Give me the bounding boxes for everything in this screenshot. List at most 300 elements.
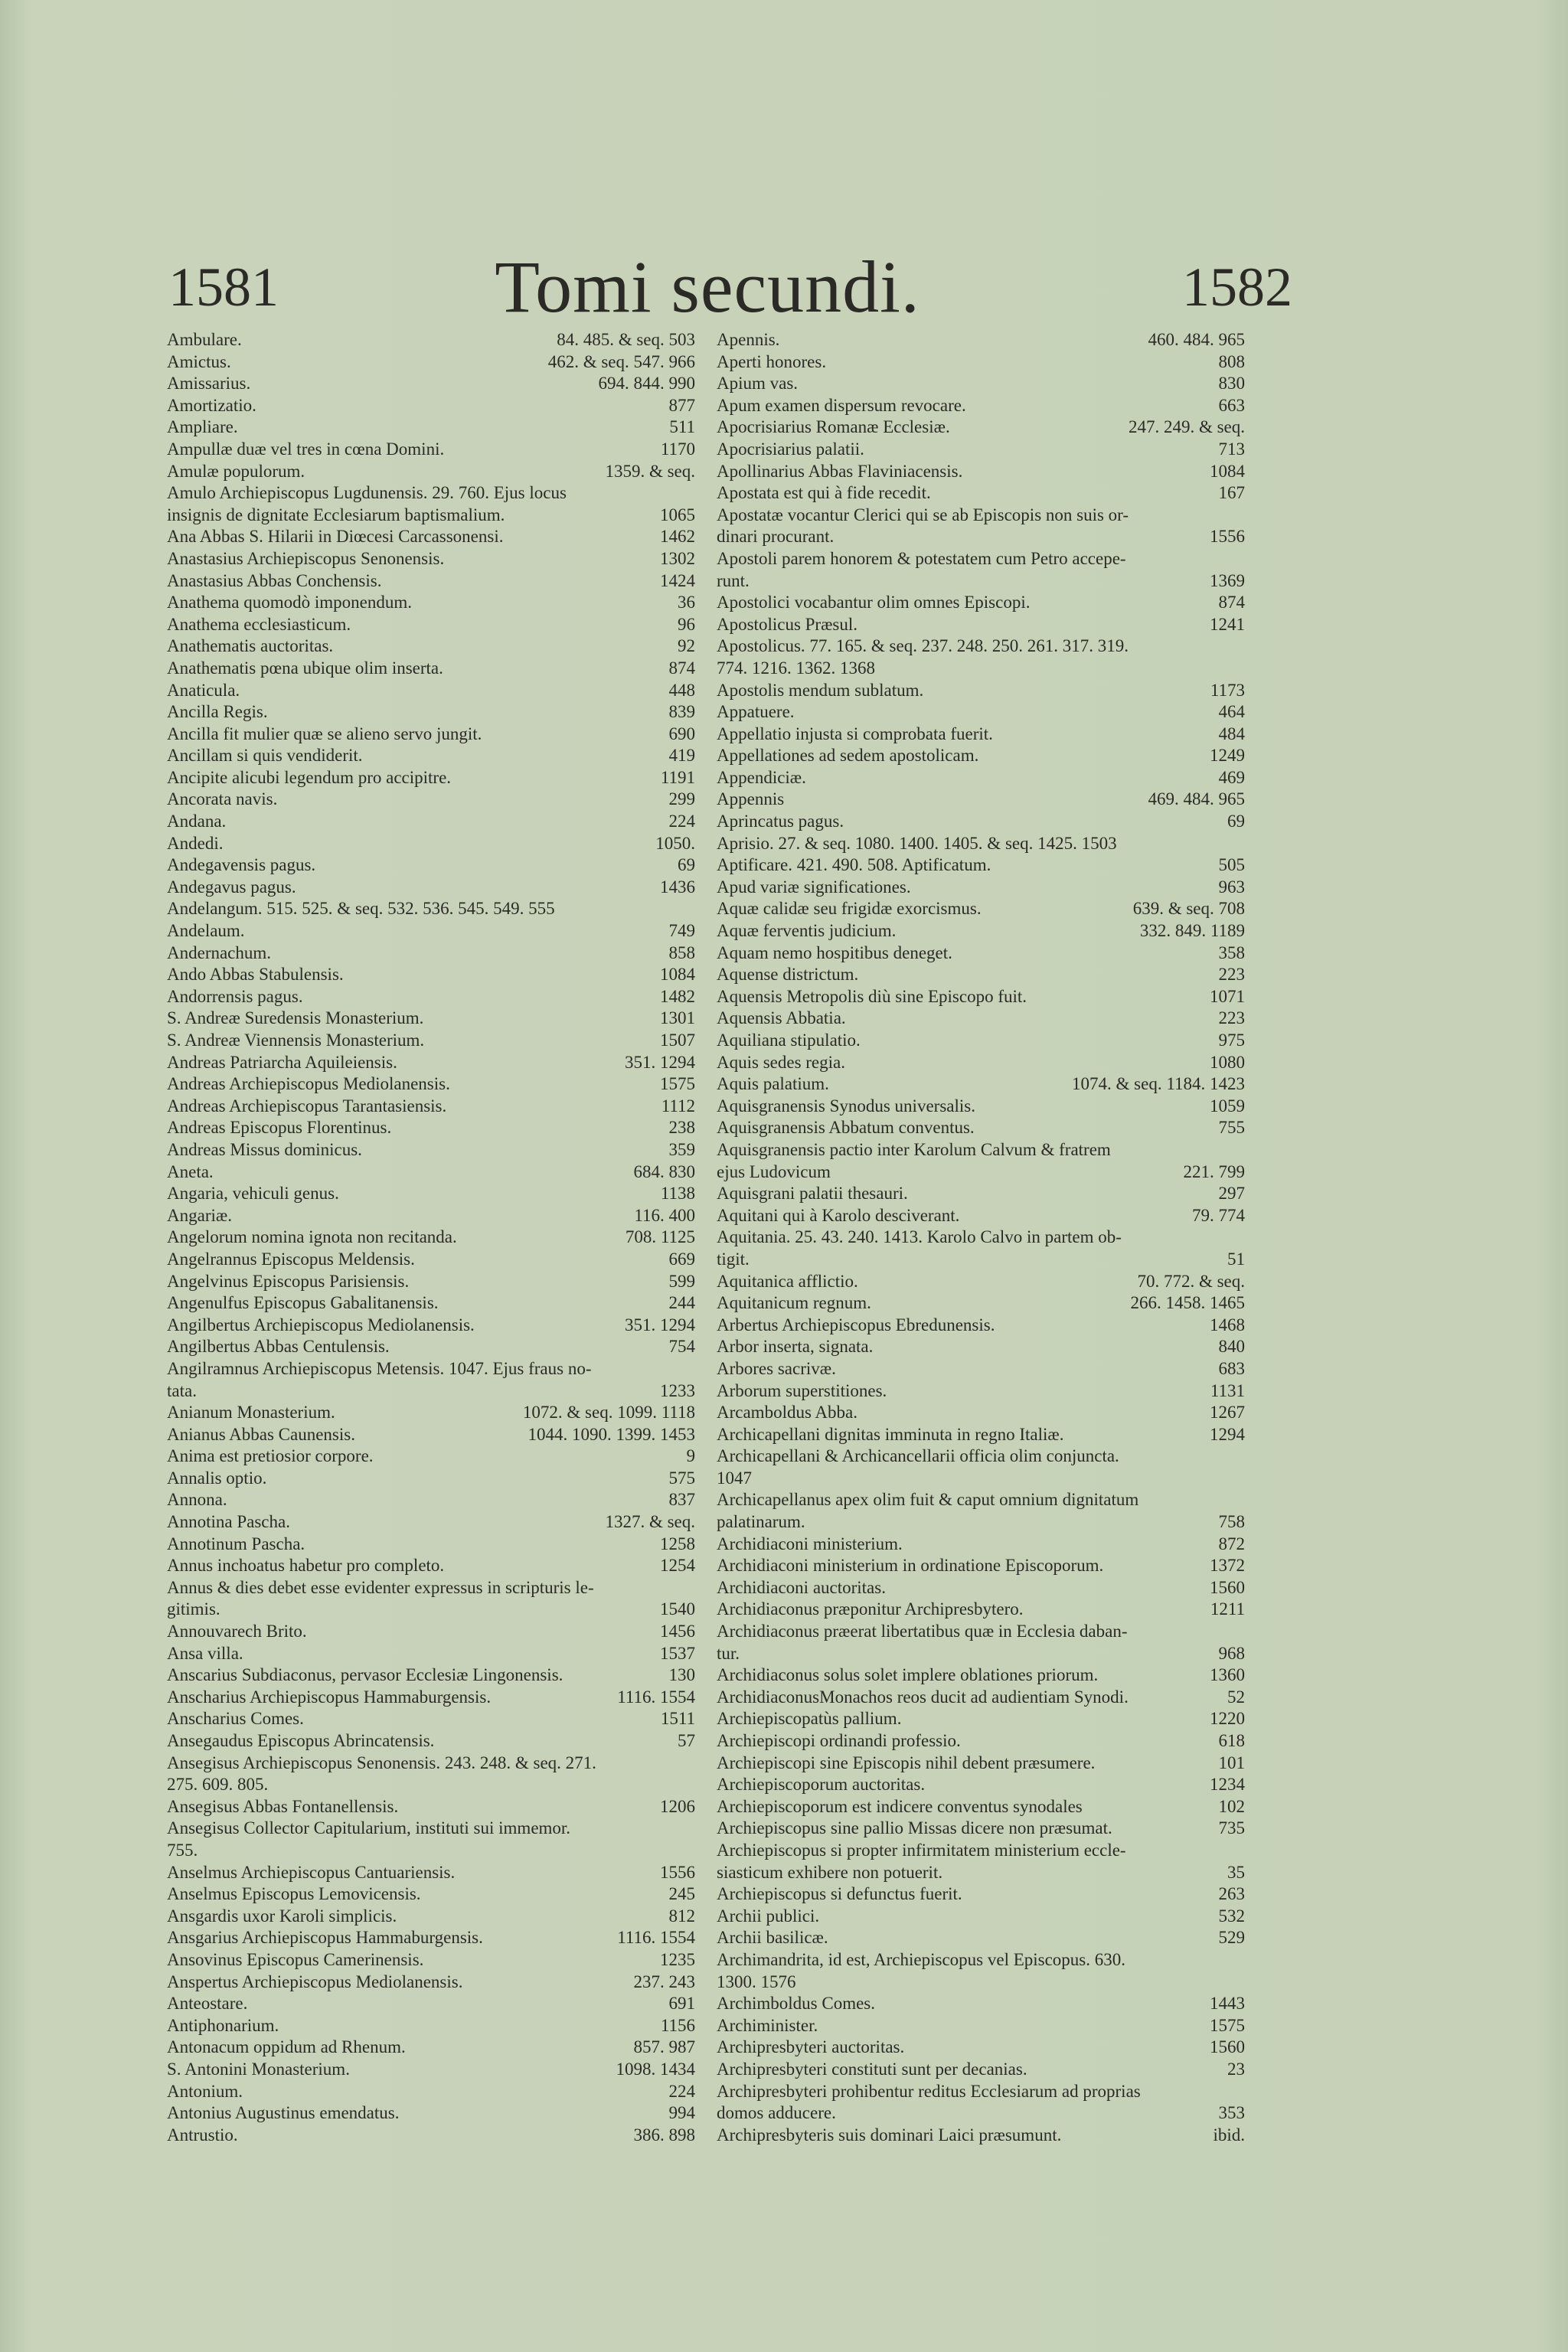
index-page-refs: 669: [668, 1249, 695, 1269]
index-entry: [167, 1336, 695, 1358]
index-entry: [167, 329, 695, 351]
index-entry: [717, 1336, 1245, 1358]
index-entry: [167, 1402, 695, 1424]
index-page-refs: 223: [1218, 1008, 1245, 1028]
index-page-refs: 1173: [1210, 680, 1245, 700]
index-entry: [717, 1227, 1245, 1249]
index-page-refs: 1059: [1210, 1096, 1245, 1116]
index-term: Angaria, vehiculi genus.: [167, 1184, 339, 1204]
index-entry: [717, 439, 1245, 461]
index-entry: [717, 1534, 1245, 1556]
index-page-refs: 1170: [660, 439, 695, 459]
index-term: Amulo Archiepiscopus Lugdunensis. 29. 760. Ejus locus: [167, 483, 567, 503]
index-page-refs: 837: [668, 1490, 695, 1510]
index-entry: [167, 811, 695, 833]
right-index-column: [717, 329, 1245, 2146]
index-page-refs: 683: [1218, 1358, 1245, 1378]
index-entry: [167, 1883, 695, 1906]
index-term: Arborum superstitiones.: [717, 1380, 887, 1400]
index-term: Aprincatus pagus.: [717, 812, 844, 831]
index-entry: [167, 680, 695, 702]
index-entry: [717, 548, 1245, 570]
index-page-refs: 130: [668, 1665, 695, 1685]
index-entry: [167, 1753, 695, 1775]
index-page-refs: 238: [668, 1118, 695, 1138]
index-entry: [167, 701, 695, 724]
index-page-refs: 70. 772. & seq.: [1137, 1271, 1245, 1291]
index-entry: [167, 877, 695, 899]
index-page-refs: 1436: [660, 877, 695, 897]
index-term: Apium vas.: [717, 374, 799, 394]
index-page-refs: 332. 849. 1189: [1139, 921, 1245, 941]
index-entry: [717, 877, 1245, 899]
index-term: Aquitania. 25. 43. 240. 1413. Karolo Calvo in partem ob-: [717, 1227, 1122, 1247]
index-entry: [717, 724, 1245, 746]
index-page-refs: 92: [678, 636, 695, 656]
index-page-refs: 684. 830: [633, 1161, 695, 1181]
index-page-refs: 297: [1218, 1184, 1245, 1204]
index-entry: [167, 854, 695, 877]
index-page-refs: 1302: [660, 548, 695, 568]
index-page-refs: 1241: [1210, 614, 1245, 634]
index-entry: [717, 1796, 1245, 1818]
index-page-refs: 460. 484. 965: [1148, 330, 1245, 349]
index-term: Antrustio.: [167, 2125, 238, 2145]
index-term: Ancorata navis.: [167, 789, 278, 809]
index-term: Archicapellani & Archicancellarii officia olim conjuncta.: [717, 1446, 1119, 1466]
index-term: Annalis optio.: [167, 1468, 267, 1488]
index-page-refs: 1575: [1210, 2015, 1245, 2035]
index-page-refs: 975: [1218, 1031, 1245, 1050]
index-page-refs: 1258: [660, 1534, 695, 1553]
index-entry: [167, 1862, 695, 1884]
index-term: Apostolicus. 77. 165. & seq. 237. 248. 250. 261. 317. 319.: [717, 636, 1129, 656]
index-term: Ana Abbas S. Hilarii in Diœcesi Carcassonensi.: [167, 527, 504, 547]
index-entry: [167, 1555, 695, 1577]
index-page-refs: 221. 799: [1183, 1161, 1245, 1181]
index-page-refs: 618: [1218, 1731, 1245, 1750]
index-term: Annouvarech Brito.: [167, 1622, 307, 1642]
index-entry: [167, 1796, 695, 1818]
index-page-refs: 245: [668, 1884, 695, 1904]
index-entry: [167, 1687, 695, 1709]
index-term: Antonium.: [167, 2081, 243, 2101]
index-entry: [717, 1139, 1245, 1161]
index-entry: [167, 635, 695, 658]
index-entry: [717, 1753, 1245, 1775]
index-entry: [717, 1599, 1245, 1621]
index-page-refs: 359: [668, 1139, 695, 1159]
index-entry: [717, 395, 1245, 417]
index-page-refs: 223: [1218, 965, 1245, 985]
index-entry: [717, 964, 1245, 986]
left-page-number: 1581: [168, 256, 279, 318]
index-term: Anathema quomodò imponendum.: [167, 593, 413, 612]
index-page-refs: 1369: [1210, 570, 1245, 590]
index-page-refs: 1065: [660, 505, 695, 524]
index-entry: [717, 1862, 1245, 1884]
index-entry: [717, 635, 1245, 658]
index-entry: [717, 373, 1245, 395]
index-term: Apum examen dispersum revocare.: [717, 395, 966, 415]
index-page-refs: 1360: [1210, 1665, 1245, 1685]
left-index-column: [167, 329, 695, 2146]
index-entry: [717, 789, 1245, 811]
index-term: Aquæ ferventis judicium.: [717, 921, 897, 941]
index-term: Andorrensis pagus.: [167, 986, 303, 1006]
index-page-refs: ibid.: [1213, 2125, 1245, 2145]
index-term: Archimandrita, id est, Archiepiscopus vel Episcopus. 630.: [717, 1949, 1126, 1969]
index-page-refs: 1443: [1210, 1994, 1245, 2014]
index-term: Antonius Augustinus emendatus.: [167, 2103, 400, 2123]
index-entry: [717, 1073, 1245, 1096]
index-term: Archiepiscopus sine pallio Missas dicere non præsumat.: [717, 1818, 1112, 1838]
index-entry: [167, 1424, 695, 1446]
index-term: Archiepiscopus si propter infirmitatem ministerium eccle-: [717, 1840, 1126, 1860]
index-term: Apostolici vocabantur olim omnes Episcopi.: [717, 593, 1031, 612]
index-entry: [717, 680, 1245, 702]
index-term: Aquiliana stipulatio.: [717, 1031, 861, 1050]
index-page-refs: 237. 243: [633, 1971, 695, 1991]
index-entry: [717, 2081, 1245, 2103]
index-page-refs: 754: [668, 1337, 695, 1357]
index-page-refs: 1206: [660, 1796, 695, 1816]
index-page-refs: 167: [1218, 483, 1245, 503]
index-page-refs: 484: [1218, 724, 1245, 743]
index-term: S. Andreæ Suredensis Monasterium.: [167, 1008, 424, 1028]
index-page-refs: 857. 987: [633, 2037, 695, 2057]
index-entry: [717, 1030, 1245, 1052]
index-term: Apostolicus Præsul.: [717, 614, 858, 634]
index-entry: [167, 1730, 695, 1753]
index-page-refs: 1537: [660, 1643, 695, 1663]
index-term: Aquensis Abbatia.: [717, 1008, 846, 1028]
index-entry: [167, 1489, 695, 1511]
index-entry: [717, 1643, 1245, 1665]
index-term: tigit.: [717, 1249, 750, 1269]
index-page-refs: 1462: [660, 527, 695, 547]
right-page-number: 1582: [1182, 256, 1292, 318]
index-page-refs: 874: [1218, 593, 1245, 612]
index-entry: [717, 898, 1245, 920]
index-page-refs: 529: [1218, 1928, 1245, 1948]
index-page-refs: 1116. 1554: [617, 1928, 695, 1948]
index-entry: [717, 2015, 1245, 2037]
index-term: Annus inchoatus habetur pro completo.: [167, 1556, 445, 1576]
index-entry: [167, 482, 695, 505]
index-page-refs: 505: [1218, 855, 1245, 875]
index-page-refs: 1560: [1210, 1577, 1245, 1597]
index-entry: [717, 1117, 1245, 1139]
index-page-refs: 830: [1218, 374, 1245, 394]
index-term: Amortizatio.: [167, 395, 256, 415]
index-term: Antiphonarium.: [167, 2015, 279, 2035]
index-entry: [717, 1840, 1245, 1862]
index-page-refs: 69: [678, 855, 695, 875]
index-page-refs: 51: [1227, 1249, 1245, 1269]
index-page-refs: 968: [1218, 1643, 1245, 1663]
index-page-refs: 351. 1294: [625, 1052, 695, 1072]
index-page-refs: 874: [668, 658, 695, 678]
index-entry: [167, 1358, 695, 1380]
index-term: Apostolis mendum sublatum.: [717, 680, 924, 700]
index-page-refs: 224: [668, 812, 695, 831]
index-page-refs: 1156: [660, 2015, 695, 2035]
index-entry: [167, 1205, 695, 1227]
index-term: Apostoli parem honorem & potestatem cum Petro accepe-: [717, 548, 1126, 568]
index-term: Ancilla fit mulier quæ se alieno servo jungit.: [167, 724, 482, 743]
index-entry: [717, 854, 1245, 877]
index-page-refs: 266. 1458. 1465: [1130, 1293, 1245, 1313]
index-page-refs: 1074. & seq. 1184. 1423: [1072, 1074, 1245, 1094]
index-entry: [717, 811, 1245, 833]
index-page-refs: 877: [668, 395, 695, 415]
index-page-refs: 755: [1218, 1118, 1245, 1138]
index-entry: [717, 1664, 1245, 1687]
index-term: Anianus Abbas Caunensis.: [167, 1424, 355, 1444]
index-entry: [717, 986, 1245, 1008]
index-entry: [717, 767, 1245, 789]
index-term: Ansegisus Collector Capitularium, instituti sui immemor.: [167, 1818, 571, 1838]
index-term: Amissarius.: [167, 374, 251, 394]
index-page-refs: 735: [1218, 1818, 1245, 1838]
index-term: Andana.: [167, 812, 227, 831]
index-term: Anathematis pœna ubique olim inserta.: [167, 658, 443, 678]
index-page-refs: 116. 400: [634, 1205, 695, 1225]
index-term: Anathema ecclesiasticum.: [167, 614, 351, 634]
index-entry: [717, 482, 1245, 505]
index-entry: [717, 614, 1245, 636]
index-term: Andreas Archiepiscopus Tarantasiensis.: [167, 1096, 447, 1116]
index-term: Archicapellani dignitas imminuta in regno Italiæ.: [717, 1424, 1064, 1444]
index-term: Appellationes ad sedem apostolicam.: [717, 746, 979, 766]
index-term: Ansgarius Archiepiscopus Hammaburgensis.: [167, 1928, 483, 1948]
index-term: domos adducere.: [717, 2103, 836, 2123]
index-entry: [167, 745, 695, 767]
index-term: palatinarum.: [717, 1512, 805, 1532]
index-term: Aquensis Metropolis diù sine Episcopo fuit.: [717, 986, 1027, 1006]
index-term: Angilbertus Archiepiscopus Mediolanensis.: [167, 1315, 475, 1334]
index-term: Aneta.: [167, 1161, 214, 1181]
index-page-refs: 419: [668, 746, 695, 766]
index-page-refs: 1556: [1210, 527, 1245, 547]
index-entry: [167, 526, 695, 548]
index-term: Archidiaconi ministerium in ordinatione Episcoporum.: [717, 1556, 1104, 1576]
index-page-refs: 758: [1218, 1512, 1245, 1532]
index-page-refs: 1359. & seq.: [605, 461, 695, 481]
index-entry: [167, 1249, 695, 1271]
index-term: Andreas Episcopus Florentinus.: [167, 1118, 392, 1138]
index-page-refs: 464: [1218, 702, 1245, 722]
index-term: Aquense districtum.: [717, 965, 859, 985]
index-entry: [717, 1468, 1245, 1490]
index-page-refs: 79. 774: [1192, 1205, 1245, 1225]
index-entry: [167, 1183, 695, 1205]
index-term: Aptificare. 421. 490. 508. Aptificatum.: [717, 855, 991, 875]
index-entry: [717, 920, 1245, 942]
index-term: Archiepiscopus si defunctus fuerit.: [717, 1884, 962, 1904]
index-page-refs: 1482: [660, 986, 695, 1006]
index-page-refs: 247. 249. & seq.: [1128, 417, 1245, 437]
index-entry: [717, 745, 1245, 767]
index-entry: [167, 2059, 695, 2081]
index-entry: [167, 1161, 695, 1184]
index-entry: [167, 1117, 695, 1139]
index-term: Angenulfus Episcopus Gabalitanensis.: [167, 1293, 439, 1313]
index-term: Andegavus pagus.: [167, 877, 296, 897]
index-term: Anselmus Episcopus Lemovicensis.: [167, 1884, 421, 1904]
index-entry: [717, 351, 1245, 374]
index-term: Apostatæ vocantur Clerici qui se ab Episcopis non suis or-: [717, 505, 1129, 524]
index-term: Ansa villa.: [167, 1643, 243, 1663]
index-page-refs: 1098. 1434: [616, 2059, 695, 2079]
index-page-refs: 1301: [660, 1008, 695, 1028]
index-term: Aquis sedes regia.: [717, 1052, 845, 1072]
index-entry: [717, 1205, 1245, 1227]
index-entry: [717, 1949, 1245, 1971]
index-entry: [167, 1577, 695, 1599]
index-term: 275. 609. 805.: [167, 1775, 269, 1795]
index-page-refs: 840: [1218, 1337, 1245, 1357]
index-entry: [717, 2102, 1245, 2125]
index-page-refs: 353: [1218, 2103, 1245, 2123]
index-entry: [167, 395, 695, 417]
index-page-refs: 839: [668, 702, 695, 722]
index-entry: [717, 1906, 1245, 1928]
index-term: Ancipite alicubi legendum pro accipitre.: [167, 767, 452, 787]
index-page-refs: 1233: [660, 1380, 695, 1400]
index-entry: [717, 1489, 1245, 1511]
index-entry: [717, 701, 1245, 724]
index-page-refs: 1372: [1210, 1556, 1245, 1576]
index-entry: [167, 439, 695, 461]
index-term: Ansegisus Archiepiscopus Senonensis. 243. 248. & seq. 271.: [167, 1753, 596, 1772]
index-page-refs: 1468: [1210, 1315, 1245, 1334]
index-term: Archipresbyteri auctoritas.: [717, 2037, 905, 2057]
index-term: gitimis.: [167, 1599, 220, 1619]
index-entry: [167, 1008, 695, 1030]
index-page-refs: 1254: [660, 1556, 695, 1576]
index-term: Anaticula.: [167, 680, 240, 700]
index-entry: [717, 1883, 1245, 1906]
index-entry: [167, 1227, 695, 1249]
index-term: Ampliare.: [167, 417, 238, 437]
index-entry: [167, 1315, 695, 1337]
index-entry: [167, 614, 695, 636]
index-page-refs: 1575: [660, 1074, 695, 1094]
index-entry: [717, 2059, 1245, 2081]
index-page-refs: 1072. & seq. 1099. 1118: [522, 1403, 695, 1423]
index-term: Aquitani qui à Karolo desciverant.: [717, 1205, 960, 1225]
index-term: Aquitanicum regnum.: [717, 1293, 871, 1313]
index-page-refs: 1080: [1210, 1052, 1245, 1072]
index-term: Antonacum oppidum ad Rhenum.: [167, 2037, 406, 2057]
index-term: Andelangum. 515. 525. & seq. 532. 536. 545. 549. 555: [167, 899, 555, 919]
index-term: 774. 1216. 1362. 1368: [717, 658, 875, 678]
index-entry: [717, 526, 1245, 548]
index-term: Anspertus Archiepiscopus Mediolanensis.: [167, 1971, 463, 1991]
page-header: [168, 245, 1292, 337]
index-entry: [717, 1971, 1245, 1994]
index-term: ejus Ludovicum: [717, 1161, 831, 1181]
index-term: Aquis palatium.: [717, 1074, 829, 1094]
index-term: Archidiaconus præerat libertatibus quæ in Ecclesia daban-: [717, 1622, 1128, 1642]
index-entry: [167, 942, 695, 965]
index-term: siasticum exhibere non potuerit.: [717, 1862, 943, 1882]
index-entry: [167, 373, 695, 395]
index-entry: [717, 1555, 1245, 1577]
index-term: Archiepiscopi ordinandi professio.: [717, 1731, 961, 1750]
index-page-refs: 36: [678, 593, 695, 612]
index-entry: [167, 1927, 695, 1949]
index-entry: [167, 570, 695, 593]
index-entry: [717, 1008, 1245, 1030]
index-page-refs: 462. & seq. 547. 966: [547, 351, 695, 371]
index-page-refs: 639. & seq. 708: [1132, 899, 1245, 919]
index-page-refs: 1191: [660, 767, 695, 787]
index-entry: [717, 329, 1245, 351]
index-entry: [167, 416, 695, 439]
index-entry: [167, 1380, 695, 1403]
index-entry: [167, 2015, 695, 2037]
index-page-refs: 1556: [660, 1862, 695, 1882]
index-page-refs: 244: [668, 1293, 695, 1313]
index-term: Anathematis auctoritas.: [167, 636, 334, 656]
index-entry: [717, 1774, 1245, 1796]
index-page-refs: 1511: [660, 1709, 695, 1729]
index-page-refs: 1294: [1210, 1424, 1245, 1444]
index-entry: [167, 1971, 695, 1994]
index-term: Andelaum.: [167, 921, 245, 941]
index-page-refs: 1084: [1210, 461, 1245, 481]
index-term: runt.: [717, 570, 750, 590]
index-entry: [167, 1511, 695, 1534]
index-entry: [167, 789, 695, 811]
index-entry: [717, 658, 1245, 680]
index-term: Amictus.: [167, 351, 231, 371]
index-term: Ansovinus Episcopus Camerinensis.: [167, 1949, 424, 1969]
index-term: Aquisgranensis Synodus universalis.: [717, 1096, 975, 1116]
index-entry: [167, 1906, 695, 1928]
index-term: Ancillam si quis vendiderit.: [167, 746, 363, 766]
index-page-refs: 1138: [660, 1184, 695, 1204]
index-term: insignis de dignitate Ecclesiarum baptismalium.: [167, 505, 505, 524]
index-entry: [167, 767, 695, 789]
index-term: Anteostare.: [167, 1994, 248, 2014]
index-term: tur.: [717, 1643, 740, 1663]
index-entry: [167, 964, 695, 986]
index-term: Andernachum.: [167, 942, 272, 962]
index-page-refs: 386. 898: [633, 2125, 695, 2145]
index-entry: [717, 1052, 1245, 1074]
index-term: Anscarius Subdiaconus, pervasor Ecclesiæ Lingonensis.: [167, 1665, 564, 1685]
index-term: Andreas Patriarcha Aquileiensis.: [167, 1052, 397, 1072]
index-term: Annotinum Pascha.: [167, 1534, 305, 1553]
index-page-refs: 1131: [1210, 1380, 1245, 1400]
index-entry: [167, 1052, 695, 1074]
index-entry: [717, 1292, 1245, 1315]
index-entry: [167, 920, 695, 942]
index-page-refs: 35: [1227, 1862, 1245, 1882]
index-entry: [167, 1664, 695, 1687]
index-entry: [167, 2102, 695, 2125]
index-term: Arcamboldus Abba.: [717, 1403, 858, 1423]
index-entry: [717, 1096, 1245, 1118]
index-term: Apocrisiarius palatii.: [717, 439, 864, 459]
index-term: Ansgardis uxor Karoli simplicis.: [167, 1906, 397, 1926]
index-entry: [717, 1927, 1245, 1949]
index-term: Apostata est qui à fide recedit.: [717, 483, 931, 503]
